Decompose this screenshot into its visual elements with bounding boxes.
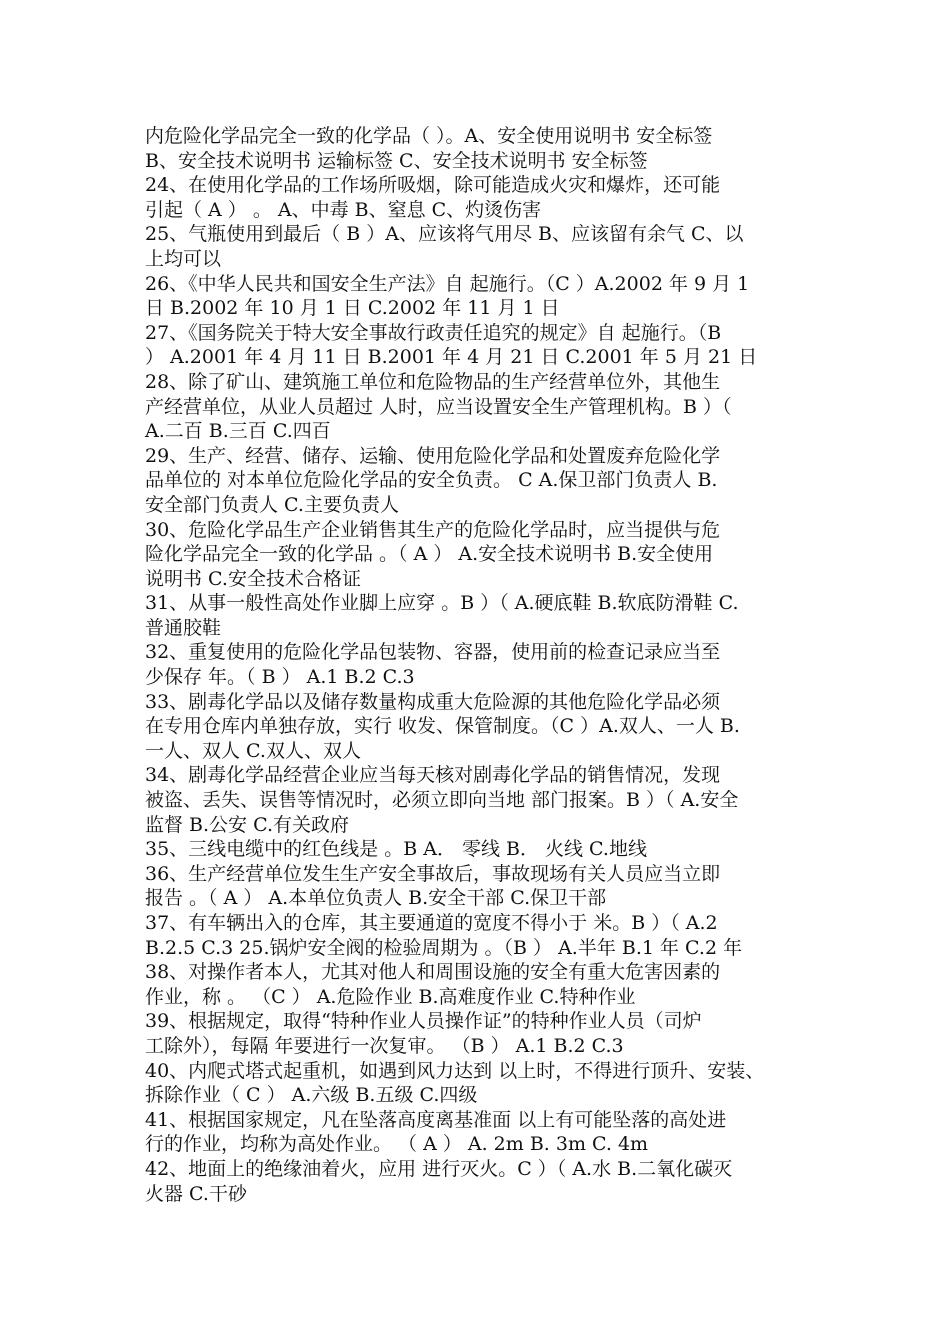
text-line: 34、剧毒化学品经营企业应当每天核对剧毒化学品的销售情况，发现 — [145, 764, 721, 787]
text-line: 32、重复使用的危险化学品包装物、容器，使用前的检查记录应当至 — [145, 641, 721, 664]
text-line: 引起（ A ） 。 A、中毒 B、窒息 C、灼烫伤害 — [145, 198, 542, 221]
text-line: 工除外），每隔 年要进行一次复审。 （B ） A.1 B.2 C.3 — [145, 1034, 624, 1057]
text-line: 品单位的 对本单位危险化学品的安全负责。 C A.保卫部门负责人 B. — [145, 469, 718, 492]
text-line: 39、根据规定，取得“特种作业人员操作证”的特种作业人员（司炉 — [145, 1010, 702, 1033]
text-line: 33、剧毒化学品以及储存数量构成重大危险源的其他危险化学品必须 — [145, 690, 721, 713]
text-line: 行的作业，均称为高处作业。 （ A ） A. 2m B. 3m C. 4m — [145, 1133, 649, 1156]
text-line: 被盗、丢失、误售等情况时，必须立即向当地 部门报案。B ）（ A.安全 — [145, 789, 739, 812]
text-line: ） A.2001 年 4 月 11 日 B.2001 年 4 月 21 日 C.2001 年 5 月 21 日 — [145, 346, 758, 369]
text-line: 内危险化学品完全一致的化学品（ ）。A、安全使用说明书 安全标签 — [145, 125, 713, 147]
text-line: 26、《中华人民共和国安全生产法》自 起施行。（C ）A.2002 年 9 月 1 — [145, 272, 750, 295]
document-body — [145, 124, 813, 1206]
text-line: 说明书 C.安全技术合格证 — [145, 567, 361, 590]
text-line: 普通胶鞋 — [145, 616, 222, 639]
text-line: 监督 B.公安 C.有关政府 — [145, 813, 349, 836]
text-line: 28、除了矿山、建筑施工单位和危险物品的生产经营单位外，其他生 — [145, 370, 721, 393]
text-line: 27、《国务院关于特大安全事故行政责任追究的规定》自 起施行。（B — [145, 321, 722, 344]
text-line: 上均可以 — [145, 247, 222, 270]
text-line: 40、内爬式塔式起重机，如遇到风力达到 以上时，不得进行顶升、安装、 — [145, 1059, 765, 1082]
text-line: 在专用仓库内单独存放，实行 收发、保管制度。（C ）A.双人、一人 B. — [145, 715, 740, 738]
text-line: 一人、双人 C.双人、双人 — [145, 739, 361, 762]
text-line: 35、三线电缆中的红色线是 。B A． 零线 B． 火线 C.地线 — [145, 838, 647, 861]
text-line: 产经营单位，从业人员超过 人时，应当设置安全生产管理机构。B ）（ — [145, 395, 732, 418]
text-line: 41、根据国家规定，凡在坠落高度离基准面 以上有可能坠落的高处进 — [145, 1108, 727, 1131]
text-line: 31、从事一般性高处作业脚上应穿 。B ）（ A.硬底鞋 B.软底防滑鞋 C. — [145, 592, 739, 615]
text-line: 拆除作业（ C ） A.六级 B.五级 C.四级 — [145, 1084, 478, 1107]
text-line: 42、地面上的绝缘油着火，应用 进行灭火。C ）（ A.水 B.二氧化碳灭 — [145, 1157, 733, 1180]
text-line: 火器 C.干砂 — [145, 1182, 247, 1205]
text-line: 36、生产经营单位发生生产安全事故后，事故现场有关人员应当立即 — [145, 862, 721, 885]
text-line: 38、对操作者本人，尤其对他人和周围设施的安全有重大危害因素的 — [145, 961, 721, 984]
text-line: 37、有车辆出入的仓库，其主要通道的宽度不得小于 米。B ）（ A.2 — [145, 912, 718, 934]
text-line: 日 B.2002 年 10 月 1 日 C.2002 年 11 月 1 日 — [145, 297, 560, 320]
text-line: 报告 。（ A ） A.本单位负责人 B.安全干部 C.保卫干部 — [145, 887, 607, 910]
text-line: 少保存 年。（ B ） A.1 B.2 C.3 — [145, 666, 415, 689]
text-line: B、安全技术说明书 运输标签 C、安全技术说明书 安全标签 — [145, 149, 648, 172]
text-line: 险化学品完全一致的化学品 。（ A ） A.安全技术说明书 B.安全使用 — [145, 543, 714, 566]
text-line: B.2.5 C.3 25.锅炉安全阀的检验周期为 。（B ） A.半年 B.1 年 C.2 年 — [145, 936, 743, 959]
text-line: 29、生产、经营、储存、运输、使用危险化学品和处置废弃危险化学 — [145, 444, 721, 467]
text-line: 25、气瓶使用到最后（ B ）A、应该将气用尽 B、应该留有余气 C、以 — [145, 223, 744, 246]
text-line: 24、在使用化学品的工作场所吸烟，除可能造成火灾和爆炸，还可能 — [145, 174, 721, 197]
text-line: A.二百 B.三百 C.四百 — [145, 420, 331, 443]
text-line: 作业，称 。 （C ） A.危险作业 B.高难度作业 C.特种作业 — [145, 985, 636, 1008]
text-line: 30、危险化学品生产企业销售其生产的危险化学品时，应当提供与危 — [145, 518, 721, 541]
text-line: 安全部门负责人 C.主要负责人 — [145, 493, 399, 516]
